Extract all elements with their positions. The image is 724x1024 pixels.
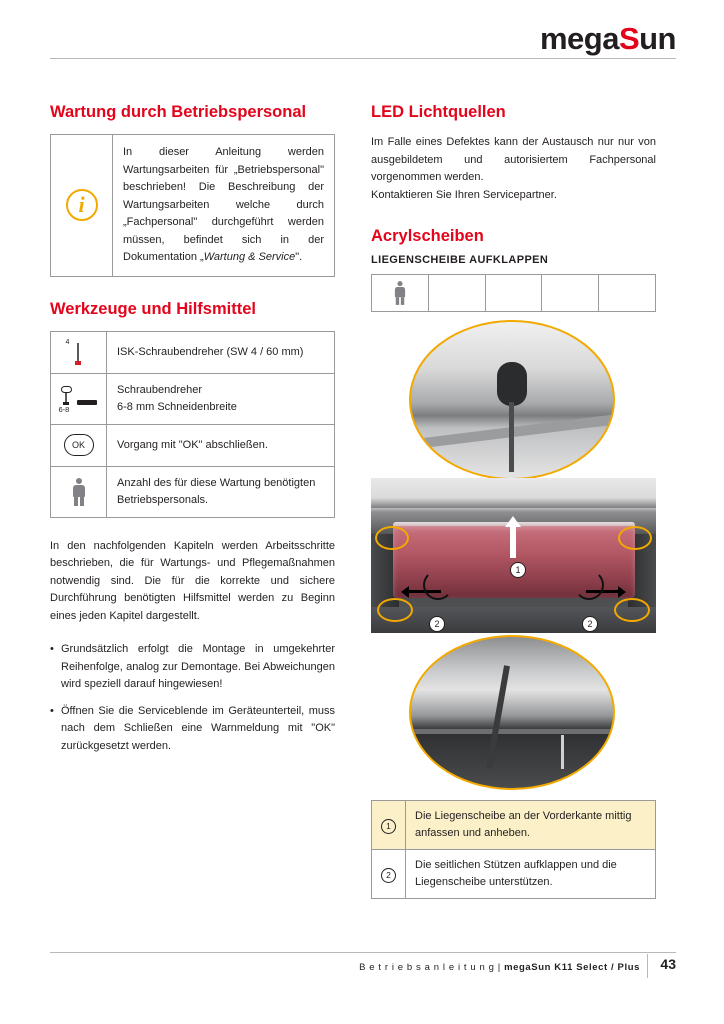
tool-row-text — [107, 374, 247, 424]
tool-row-text — [107, 467, 325, 517]
legend-text: Die seitlichen Stützen aufklappen und die Liegenscheibe unterstützen. — [415, 859, 617, 888]
step-cell-empty — [429, 275, 486, 311]
highlight-ellipse-bottom-right — [614, 598, 650, 622]
brand-logo — [540, 22, 676, 56]
arrow-left-head — [401, 586, 409, 598]
detail-zoom-bottom — [409, 635, 615, 790]
list-item: • Grundsätzlich erfolgt die Montage in umgekehrter Reihenfolge, analog zur Demontage. Bei Abweichungen wird speziell darauf hingewiesen! — [50, 641, 335, 694]
callout-1: 1 — [510, 562, 526, 578]
table-row — [51, 332, 334, 374]
list-item: • Öffnen Sie die Serviceblende im Geräteunterteil, muss nach dem Schließen eine Warnmeldung mit "OK" zurückgesetzt werden. — [50, 703, 335, 756]
hex-key-icon — [51, 332, 107, 373]
tool-label-2: 6-8 mm Schneidenbreite — [117, 400, 237, 413]
highlight-ellipse-top-left — [375, 526, 409, 550]
ok-badge-icon — [51, 425, 107, 466]
arrow-up-shaft — [510, 524, 516, 558]
heading-led: LED Lichtquellen — [371, 103, 506, 121]
table-row — [51, 374, 334, 425]
tool-label-2: Betriebspersonals. — [117, 493, 209, 506]
page-footer — [50, 952, 676, 982]
footer-label-a: B e t r i e b s a n l e i t u n g | — [359, 962, 505, 973]
legend-number: 1 — [381, 819, 396, 834]
logo-tail: un — [639, 21, 676, 56]
legend-table — [371, 800, 656, 899]
table-row — [51, 425, 334, 467]
detail-zoom-top — [409, 320, 615, 480]
info-note-box — [50, 134, 335, 277]
tool-label: Schraubendreher — [117, 383, 203, 396]
page-number: 43 — [660, 956, 676, 972]
callout-2-left: 2 — [429, 616, 445, 632]
legend-text: Die Liegenscheibe an der Vorderkante mittig anfassen und anheben. — [406, 801, 655, 849]
highlight-ellipse-top-right — [618, 526, 652, 550]
right-column — [371, 102, 656, 899]
ok-badge-label: OK — [64, 434, 94, 456]
rotation-arc-left — [423, 570, 453, 600]
info-icon-cell — [51, 135, 113, 276]
legend-row — [372, 801, 655, 850]
tools-table — [50, 331, 335, 518]
logo-main: mega — [539, 21, 619, 56]
tool-label: Anzahl des für diese Wartung benötigten — [117, 476, 316, 489]
step-cell-person — [372, 275, 429, 311]
led-paragraph: Im Falle eines Defektes kann der Austausch nur nur von ausgebildetem und autorisiertem Fachpersonal vorgenommen werden. — [371, 136, 656, 183]
bullet-list — [50, 641, 335, 755]
left-column — [50, 102, 335, 764]
logo-accent: S — [618, 21, 640, 56]
arrow-up-head — [505, 516, 521, 527]
step-cell-empty — [599, 275, 655, 311]
screwdriver-size-label: 6-8 — [58, 404, 70, 414]
tool-label: ISK-Schraubendreher (SW 4 / 60 mm) — [117, 345, 304, 358]
subheading-acryl: LIEGENSCHEIBE AUFKLAPPEN — [371, 254, 549, 266]
legend-number: 2 — [381, 868, 396, 883]
led-paragraph-2: Kontaktieren Sie Ihren Servicepartner. — [371, 188, 557, 201]
legend-row — [372, 850, 655, 898]
footer-divider — [50, 952, 676, 953]
step-cell-empty — [542, 275, 599, 311]
rotation-arc-right — [574, 570, 604, 600]
step-cell-empty — [486, 275, 543, 311]
info-note-text — [113, 135, 334, 276]
intro-paragraph: In den nachfolgenden Kapiteln werden Arbeitsschritte beschrieben, die für Wartungs- und Pflegemaßnahmen notwendig sind. Die für die korrekte und sichere Durchführung benötigten Hilfsmittel werden zu Beginn eines jeden Kapitel dargestellt. — [50, 539, 335, 622]
tool-row-text — [107, 425, 278, 466]
heading-acryl: Acrylscheiben — [371, 227, 484, 245]
screwdriver-icon — [51, 374, 107, 424]
legend-number-cell — [372, 850, 406, 898]
highlight-ellipse-bottom-left — [377, 598, 413, 622]
heading-tools: Werkzeuge und Hilfsmittel — [50, 299, 256, 318]
footer-vertical-divider — [647, 954, 648, 978]
step-icon-strip — [371, 274, 656, 312]
hex-key-size-label: 4 — [65, 339, 70, 346]
header-divider — [50, 58, 676, 59]
footer-label-b: megaSun K11 Select / Plus — [504, 962, 640, 973]
info-note-text-italic: Wartung & Service — [203, 251, 296, 263]
heading-maintenance: Wartung durch Betriebspersonal — [50, 103, 307, 121]
table-row — [51, 467, 334, 518]
arrow-right-head — [618, 586, 626, 598]
info-note-text-body: In dieser Anleitung werden Wartungsarbeiten für „Betriebspersonal" beschrieben! Die Beschreibung der Wartungsarbeiten welche durch „Fachpersonal" durchgeführt werden müssen, befindet sich in der Dokumentation „ — [123, 146, 324, 263]
info-icon: i — [66, 189, 98, 221]
page-header — [50, 22, 676, 68]
tool-label: Vorgang mit "OK" abschließen. — [117, 438, 268, 451]
footer-label — [359, 962, 640, 973]
legend-number-cell — [372, 801, 406, 849]
info-note-text-tail: ". — [295, 251, 303, 263]
callout-2-right: 2 — [582, 616, 598, 632]
photo-sunbed — [371, 478, 656, 633]
figure-liegenscheibe — [371, 320, 656, 790]
person-icon — [51, 467, 107, 517]
tool-row-text — [107, 332, 313, 373]
